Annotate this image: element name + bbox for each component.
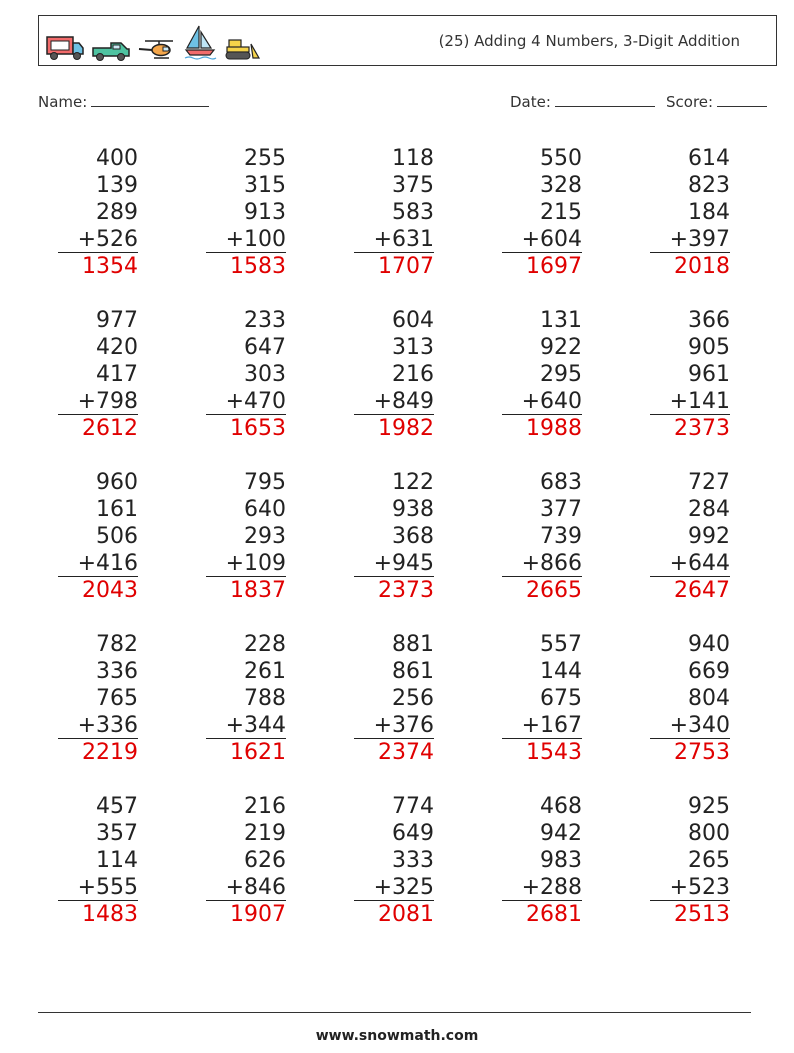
answer: 1543 [526, 740, 582, 765]
answer: 2018 [674, 254, 730, 279]
addend-1: 604 [392, 308, 434, 333]
addend-1: 614 [688, 146, 730, 171]
addend-4: +325 [354, 874, 434, 901]
name-label: Name: [38, 93, 88, 111]
addend-1: 228 [244, 632, 286, 657]
addend-4: +376 [354, 712, 434, 739]
addend-3: 303 [244, 362, 286, 387]
answer: 2043 [82, 578, 138, 603]
score-label: Score: [666, 93, 714, 111]
addend-3: 215 [540, 200, 582, 225]
addition-problem [650, 793, 730, 928]
date-field[interactable] [510, 92, 655, 111]
answer: 2219 [82, 740, 138, 765]
addend-1: 118 [392, 146, 434, 171]
addend-4: +849 [354, 388, 434, 415]
addend-3: 675 [540, 686, 582, 711]
answer: 1697 [526, 254, 582, 279]
addend-1: 550 [540, 146, 582, 171]
addition-problem [58, 307, 138, 442]
answer: 1653 [230, 416, 286, 441]
answer: 2374 [378, 740, 434, 765]
addend-2: 315 [244, 173, 286, 198]
pickup-truck-icon [91, 38, 131, 62]
answer: 2665 [526, 578, 582, 603]
addition-problem [354, 469, 434, 604]
date-blank[interactable] [555, 92, 655, 107]
addend-2: 357 [96, 821, 138, 846]
addend-1: 940 [688, 632, 730, 657]
addend-3: 626 [244, 848, 286, 873]
addend-3: 368 [392, 524, 434, 549]
addend-1: 400 [96, 146, 138, 171]
addend-1: 977 [96, 308, 138, 333]
name-blank[interactable] [91, 92, 209, 107]
name-field[interactable] [38, 92, 209, 111]
date-label: Date: [510, 93, 551, 111]
addend-2: 861 [392, 659, 434, 684]
answer: 2513 [674, 902, 730, 927]
addend-3: 804 [688, 686, 730, 711]
addend-3: 583 [392, 200, 434, 225]
answer: 2681 [526, 902, 582, 927]
addend-4: +604 [502, 226, 582, 253]
addend-3: 216 [392, 362, 434, 387]
addend-4: +336 [58, 712, 138, 739]
addend-2: 284 [688, 497, 730, 522]
addend-3: 114 [96, 848, 138, 873]
addition-problem [650, 307, 730, 442]
answer: 2612 [82, 416, 138, 441]
addend-4: +640 [502, 388, 582, 415]
footer-website: www.snowmath.com [315, 1028, 479, 1044]
addition-problem [502, 145, 582, 280]
addend-4: +141 [650, 388, 730, 415]
addend-3: 739 [540, 524, 582, 549]
addition-problem [354, 631, 434, 766]
addition-problem [206, 631, 286, 766]
addend-4: +555 [58, 874, 138, 901]
header-icons [45, 22, 263, 62]
answer: 1837 [230, 578, 286, 603]
addition-problem [206, 145, 286, 280]
answer: 2373 [378, 578, 434, 603]
addend-1: 233 [244, 308, 286, 333]
answer: 2647 [674, 578, 730, 603]
addend-3: 295 [540, 362, 582, 387]
addition-problem [58, 793, 138, 928]
addend-1: 255 [244, 146, 286, 171]
addition-problem [502, 469, 582, 604]
addend-4: +397 [650, 226, 730, 253]
addend-3: 289 [96, 200, 138, 225]
student-info-row [38, 92, 770, 116]
addition-problem [58, 469, 138, 604]
addend-2: 669 [688, 659, 730, 684]
addend-2: 647 [244, 335, 286, 360]
addend-2: 938 [392, 497, 434, 522]
addend-3: 293 [244, 524, 286, 549]
addend-2: 905 [688, 335, 730, 360]
addend-1: 457 [96, 794, 138, 819]
addend-4: +416 [58, 550, 138, 577]
addend-1: 122 [392, 470, 434, 495]
addition-problem [206, 469, 286, 604]
addend-2: 139 [96, 173, 138, 198]
addition-problem [502, 793, 582, 928]
addend-1: 881 [392, 632, 434, 657]
answer: 2373 [674, 416, 730, 441]
bulldozer-icon [223, 36, 263, 62]
addition-problem [354, 145, 434, 280]
addend-2: 377 [540, 497, 582, 522]
addend-2: 640 [244, 497, 286, 522]
addend-3: 992 [688, 524, 730, 549]
footer-divider [38, 1012, 751, 1013]
addition-problem [354, 793, 434, 928]
addend-3: 983 [540, 848, 582, 873]
addend-4: +109 [206, 550, 286, 577]
addend-2: 336 [96, 659, 138, 684]
addend-4: +167 [502, 712, 582, 739]
addition-problem [502, 631, 582, 766]
addend-2: 144 [540, 659, 582, 684]
addend-4: +846 [206, 874, 286, 901]
addend-4: +288 [502, 874, 582, 901]
addend-1: 727 [688, 470, 730, 495]
answer: 1354 [82, 254, 138, 279]
addend-4: +644 [650, 550, 730, 577]
answer: 1988 [526, 416, 582, 441]
addend-3: 265 [688, 848, 730, 873]
answer: 1707 [378, 254, 434, 279]
addition-problem [650, 631, 730, 766]
score-field[interactable] [666, 92, 767, 111]
addend-3: 961 [688, 362, 730, 387]
addend-4: +945 [354, 550, 434, 577]
addend-2: 420 [96, 335, 138, 360]
answer: 1982 [378, 416, 434, 441]
addend-4: +340 [650, 712, 730, 739]
addend-1: 216 [244, 794, 286, 819]
addend-4: +100 [206, 226, 286, 253]
addend-4: +866 [502, 550, 582, 577]
addend-1: 557 [540, 632, 582, 657]
addend-4: +798 [58, 388, 138, 415]
addend-4: +523 [650, 874, 730, 901]
addend-3: 184 [688, 200, 730, 225]
answer: 1621 [230, 740, 286, 765]
addition-problem [58, 145, 138, 280]
addend-2: 161 [96, 497, 138, 522]
addend-1: 774 [392, 794, 434, 819]
addend-2: 649 [392, 821, 434, 846]
addend-3: 256 [392, 686, 434, 711]
addend-2: 942 [540, 821, 582, 846]
sailboat-icon [183, 24, 217, 62]
header-box [38, 15, 777, 66]
addend-2: 922 [540, 335, 582, 360]
answer: 2081 [378, 902, 434, 927]
addend-2: 219 [244, 821, 286, 846]
addend-3: 506 [96, 524, 138, 549]
addend-3: 417 [96, 362, 138, 387]
addition-problem [58, 631, 138, 766]
addend-3: 765 [96, 686, 138, 711]
addend-1: 782 [96, 632, 138, 657]
addend-1: 683 [540, 470, 582, 495]
addend-3: 788 [244, 686, 286, 711]
addition-problem [206, 307, 286, 442]
addition-problem [354, 307, 434, 442]
answer: 2753 [674, 740, 730, 765]
addend-1: 131 [540, 308, 582, 333]
worksheet-title: (25) Adding 4 Numbers, 3-Digit Addition [438, 32, 740, 50]
addend-2: 375 [392, 173, 434, 198]
answer: 1583 [230, 254, 286, 279]
addend-2: 261 [244, 659, 286, 684]
addend-1: 925 [688, 794, 730, 819]
answer: 1483 [82, 902, 138, 927]
addition-problem [502, 307, 582, 442]
addition-problem [206, 793, 286, 928]
addend-1: 366 [688, 308, 730, 333]
addend-4: +470 [206, 388, 286, 415]
addend-3: 913 [244, 200, 286, 225]
helicopter-icon [137, 38, 177, 62]
answer: 1907 [230, 902, 286, 927]
addition-problem [650, 145, 730, 280]
truck-icon [45, 34, 85, 62]
addend-4: +344 [206, 712, 286, 739]
addend-3: 333 [392, 848, 434, 873]
addend-4: +631 [354, 226, 434, 253]
addend-1: 468 [540, 794, 582, 819]
addend-4: +526 [58, 226, 138, 253]
addend-2: 800 [688, 821, 730, 846]
addend-2: 328 [540, 173, 582, 198]
addend-1: 960 [96, 470, 138, 495]
addend-1: 795 [244, 470, 286, 495]
score-blank[interactable] [717, 92, 767, 107]
addition-problem [650, 469, 730, 604]
addend-2: 313 [392, 335, 434, 360]
addend-2: 823 [688, 173, 730, 198]
